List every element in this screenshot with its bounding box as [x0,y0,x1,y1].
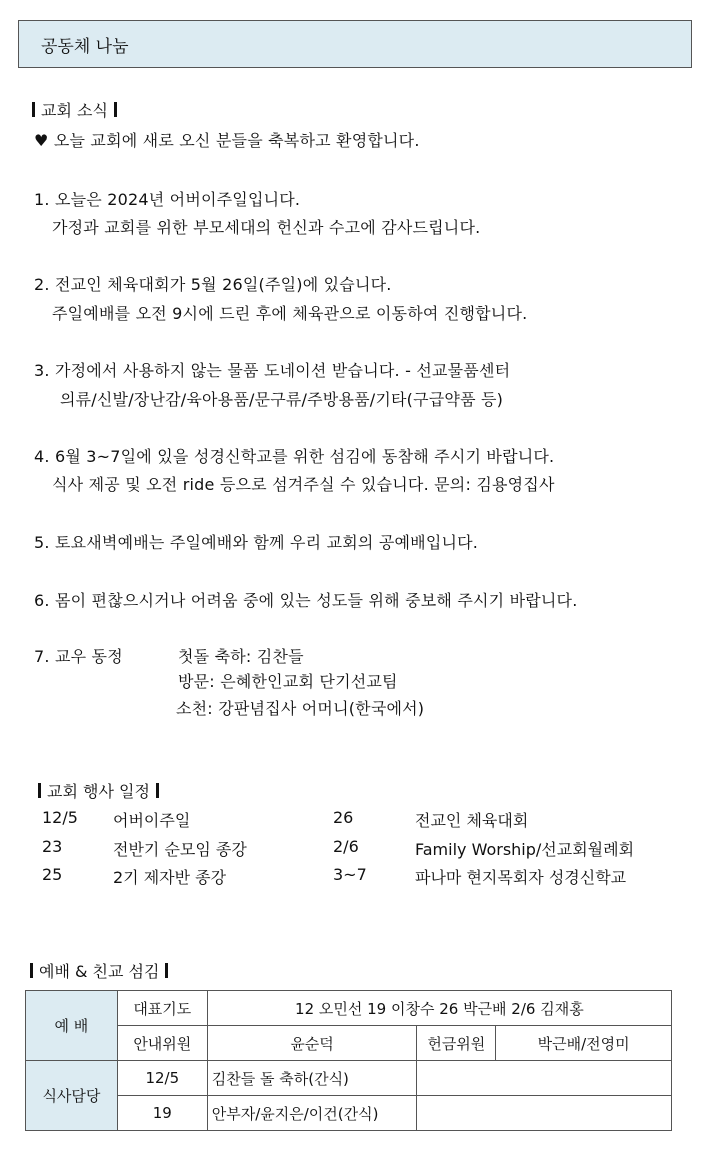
news-item-3-line1: 3. 가정에서 사용하지 않는 물품 도네이션 받습니다. - 선교물품센터 [34,361,511,380]
event-name: 전반기 순모임 종강 [113,840,247,859]
news-item-5: 5. 토요새벽예배는 주일예배와 함께 우리 교회의 공예배입니다. [34,533,479,552]
table-row [26,991,672,1026]
event-date: 12/5 [42,808,78,827]
news-item-1-line1: 1. 오늘은 2024년 어버이주일입니다. [34,190,301,209]
news-item-6: 6. 몸이 편찮으시거나 어려움 중에 있는 성도들 위해 중보해 주시기 바랍니다. [34,591,578,610]
news-item-2-line1: 2. 전교인 체육대회가 5월 26일(주일)에 있습니다. [34,275,392,294]
news-item-2-line2: 주일예배를 오전 9시에 드린 후에 체육관으로 이동하여 진행합니다. [52,304,528,323]
page-title-box [18,20,692,68]
event-date: 26 [333,808,354,827]
news-item-4-line2: 식사 제공 및 오전 ride 등으로 섬겨주실 수 있습니다. 문의: 김용영집사 [52,475,555,494]
event-name: 전교인 체육대회 [415,811,529,830]
member-news-entry: 소천: 강판념집사 어머니(한국에서) [176,699,425,718]
event-date: 2/6 [333,837,359,856]
usher-label: 안내위원 [117,1026,207,1061]
page-title: 공동체 나눔 [41,36,129,57]
event-date: 23 [42,837,63,856]
meal-value: 안부자/윤지은/이건(간식) [207,1096,417,1131]
news-item-4-line1: 4. 6월 3~7일에 있을 성경신학교를 위한 섬김에 동참해 주시기 바랍니다. [34,447,555,466]
meal-label: 식사담당 [26,1061,118,1131]
meal-date: 12/5 [117,1061,207,1096]
event-name: 파나마 현지목회자 성경신학교 [415,868,627,887]
service-title: 예배 & 친교 섬김 [30,959,168,982]
meal-date: 19 [117,1096,207,1131]
meal-value: 김찬들 돌 축하(간식) [207,1061,417,1096]
greeting: ♥ 오늘 교회에 새로 오신 분들을 축복하고 환영합니다. [34,131,420,150]
table-row [26,1096,672,1131]
table-row [26,1026,672,1061]
table-row [26,1061,672,1096]
event-date: 3~7 [333,865,367,884]
offering-value: 박근배/전영미 [496,1026,672,1061]
usher-value: 윤순덕 [207,1026,417,1061]
church-news-title: 교회 소식 [32,98,117,121]
member-news-entry: 첫돌 축하: 김찬들 [178,647,304,666]
empty-cell [417,1096,672,1131]
event-date: 25 [42,865,63,884]
member-news-entry: 방문: 은혜한인교회 단기선교팀 [178,672,398,691]
events-title: 교회 행사 일정 [38,779,159,802]
worship-label: 예 배 [26,991,118,1061]
prayer-value: 12 오민선 19 이창수 26 박근배 2/6 김재홍 [207,991,671,1026]
event-name: 어버이주일 [113,811,191,830]
offering-label: 헌금위원 [417,1026,496,1061]
empty-cell [417,1061,672,1096]
event-name: 2기 제자반 종강 [113,868,227,887]
service-table [25,990,672,1131]
news-item-3-line2: 의류/신발/장난감/육아용품/문구류/주방용품/기타(구급약품 등) [60,390,504,409]
member-news-label: 7. 교우 동정 [34,647,123,666]
event-name: Family Worship/선교회월례회 [415,840,635,859]
prayer-label: 대표기도 [117,991,207,1026]
news-item-1-line2: 가정과 교회를 위한 부모세대의 헌신과 수고에 감사드립니다. [52,218,481,237]
